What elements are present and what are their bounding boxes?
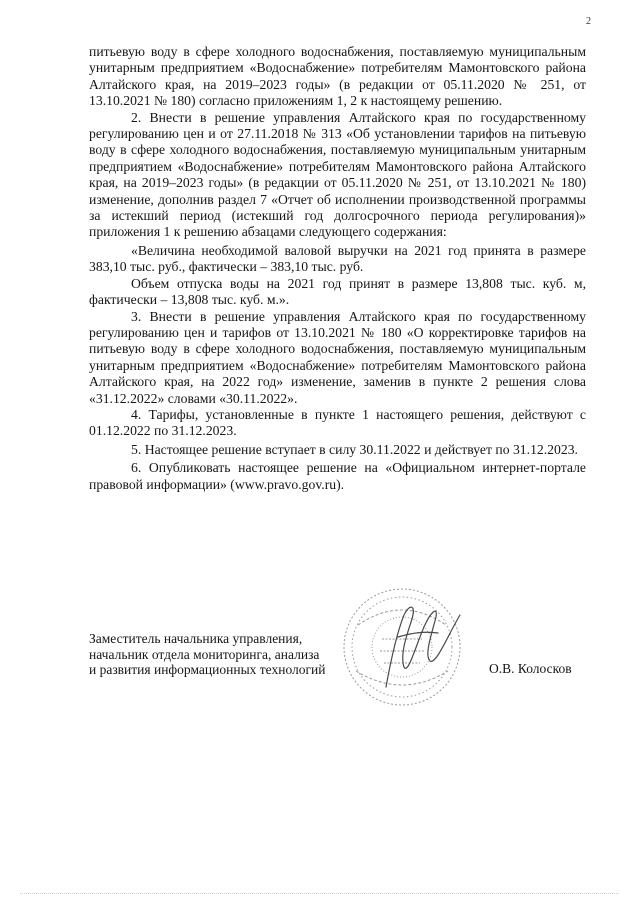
paragraph-item-4: 4. Тарифы, установленные в пункте 1 настоящего решения, действуют с 01.12.2022 по 31.12.2023. xyxy=(89,406,586,439)
signer-name: О.В. Колосков xyxy=(489,661,572,676)
page-number: 2 xyxy=(586,16,591,27)
paragraph-item-6: 6. Опубликовать настоящее решение на «Официальном интернет-портале правовой информации» (www.pravo.gov.ru). xyxy=(89,460,586,492)
paragraph-continuation: питьевую воду в сфере холодного водоснабжения, поставляемую муниципальным унитарным предприятием «Водоснабжение» потребителям Мамонтовского района Алтайского края, на 2019–2023 годы» (в редакции от 05.11.2020 № 251, от 13.10.2021 № 180) согласно приложениям 1, 2 к настоящему решению. xyxy=(89,44,586,109)
signer-position xyxy=(89,631,389,678)
page-bottom-divider xyxy=(20,893,619,894)
paragraph-quote-revenue: «Величина необходимой валовой выручки на 2021 год принята в размере 383,10 тыс. руб., фактически – 383,10 тыс. руб. xyxy=(89,242,586,275)
paragraph-item-5: 5. Настоящее решение вступает в силу 30.11.2022 и действует по 31.12.2023. xyxy=(131,441,578,457)
signer-position-line: Заместитель начальника управления, xyxy=(89,631,303,646)
paragraph-quote-volume: Объем отпуска воды на 2021 год принят в размере 13,808 тыс. куб. м, фактически – 13,808 тыс. куб. м.». xyxy=(89,275,586,308)
handwritten-signature xyxy=(386,607,460,687)
document-body xyxy=(89,44,586,493)
paragraph-item-2: 2. Внести в решение управления Алтайского края по государственному регулированию цен и от 27.11.2018 № 313 «Об установлении тарифов на питьевую воду в сфере холодного водоснабжения, поставляемую муниципальным унитарным предприятием «Водоснабжение» потребителям Мамонтовского района Алтайского края, на 2019–2023 годы» (в редакции от 05.11.2020 № 251, от 13.10.2021 № 180) изменение, дополнив раздел 7 «Отчет об исполнении производственной программы за истекший период (истекший год долгосрочного периода регулирования)» приложения 1 к решению абзацами следующего содержания: xyxy=(89,109,586,240)
signer-position-line: и развития информационных технологий xyxy=(89,662,326,677)
signer-position-line: начальник отдела мониторинга, анализа xyxy=(89,646,320,662)
paragraph-item-3: 3. Внести в решение управления Алтайского края по государственному регулированию цен и тарифов от 13.10.2021 № 180 «О корректировке тарифов на питьевую воду в сфере холодного водоснабжения, поставляемую муниципальным унитарным предприятием «Водоснабжение» потребителям Мамонтовского района Алтайского края, на 2022 год» изменение, заменив в пункте 2 решения слова «31.12.2022» словами «30.11.2022». xyxy=(89,308,586,406)
